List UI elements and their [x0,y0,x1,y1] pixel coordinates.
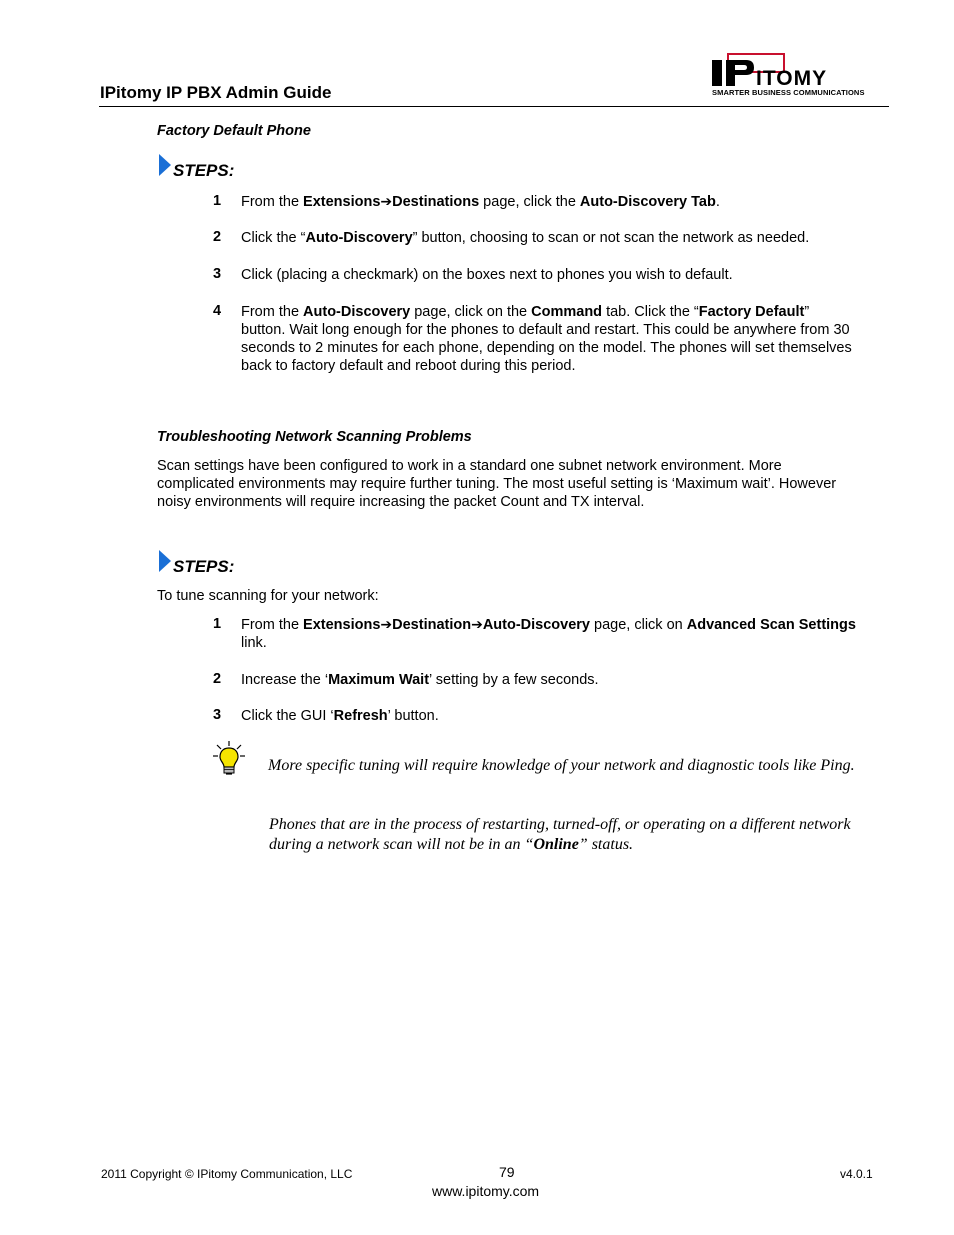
note-text: Phones that are in the process of restarting, turned-off, or operating on a different network during a network scan will not be in an “Online” status. [269,816,851,853]
arrow-right-icon: ➔ [380,194,393,210]
steps-label: STEPS: [173,557,235,576]
header-rule [99,106,889,107]
step-number: 3 [213,707,222,723]
step-text: From the Extensions➔Destinations page, click the Auto-Discovery Tab. [241,194,720,210]
paragraph: Scan settings have been configured to work in a standard one subnet network environment. More complicated environments may require further tuning. The most useful setting is ‘Maximum wait’. However noisy environments will require increasing the packet Count and TX interval. [157,458,837,510]
step-number: 2 [213,671,222,687]
subheading-factory-default: Factory Default Phone [157,123,311,139]
step-text: Increase the ‘Maximum Wait’ setting by a few seconds. [241,672,599,688]
step-text: From the Extensions➔Destination➔Auto-Discovery page, click on Advanced Scan Settings link. [241,617,856,651]
step-number: 4 [213,303,222,319]
steps-arrow-icon [159,154,171,176]
page-number: 79 [499,1164,515,1180]
subheading-troubleshooting: Troubleshooting Network Scanning Problems [157,429,472,445]
step-text: Click the “Auto-Discovery” button, choosing to scan or not scan the network as needed. [241,230,810,246]
step-number: 1 [213,193,222,209]
footer-website: www.ipitomy.com [432,1183,540,1199]
logo-text: ITOMY [756,67,828,90]
step-text: From the Auto-Discovery page, click on the Command tab. Click the “Factory Default” button. Wait long enough for the phones to default and restart. This could be anywhere from 30 seconds to 2 minutes for each phone, depending on the model. The phones will set themselves back to factory default and reboot during this period. [241,304,852,374]
footer-copyright: 2011 Copyright © IPitomy Communication, LLC [101,1167,353,1181]
footer-version: v4.0.1 [840,1167,873,1181]
arrow-right-icon: ➔ [471,617,483,633]
step-number: 1 [213,616,222,632]
steps-arrow-icon [159,550,171,572]
document-title: IPitomy IP PBX Admin Guide [100,83,332,102]
step-text: Click (placing a checkmark) on the boxes next to phones you wish to default. [241,267,733,283]
note-text: More specific tuning will require knowledge of your network and diagnostic tools like Ping. [268,757,855,774]
intro-text: To tune scanning for your network: [157,588,379,604]
steps-label: STEPS: [173,161,235,180]
arrow-right-icon: ➔ [380,617,393,633]
lightbulb-icon [212,740,246,778]
step-text: Click the GUI ‘Refresh’ button. [241,708,439,724]
step-number: 2 [213,229,222,245]
logo-tagline: SMARTER BUSINESS COMMUNICATIONS [712,88,865,97]
step-number: 3 [213,266,222,282]
